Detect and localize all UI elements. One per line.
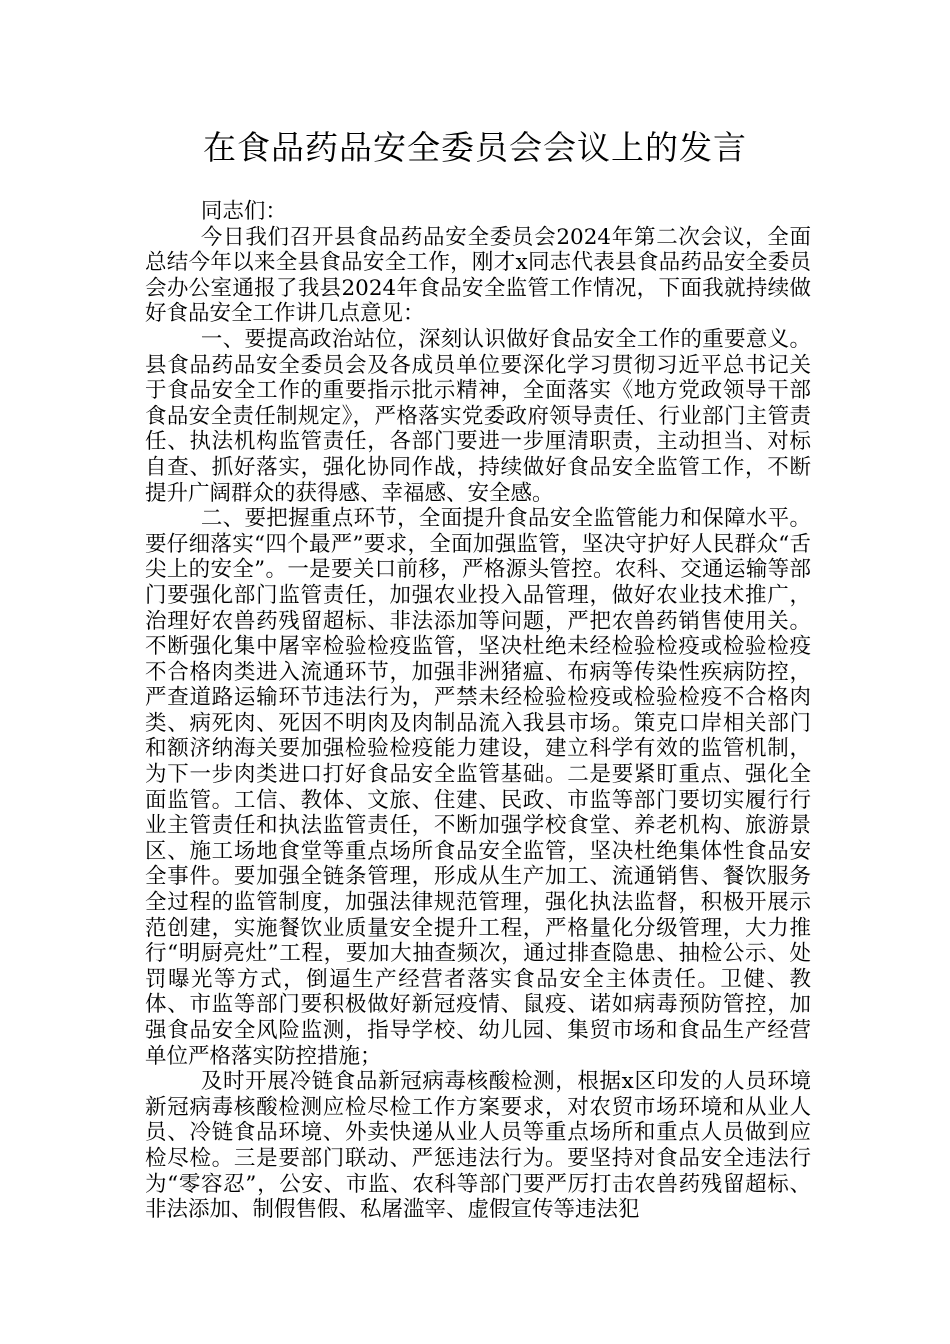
document-body: [145, 199, 811, 1223]
paragraph-intro: 今日我们召开县食品药品安全委员会2024年第二次会议，全面总结今年以来全县食品安全工作，刚才x同志代表县食品药品安全委员会办公室通报了我县2024年食品安全监管工作情况，下面我就持续做好食品安全工作讲几点意见：: [145, 224, 811, 327]
paragraph-continuation: 及时开展冷链食品新冠病毒核酸检测，根据x区印发的人员环境新冠病毒核酸检测应检尽检工作方案要求，对农贸市场环境和从业人员、冷链食品环境、外卖快递从业人员等重点场所和重点人员做到应检尽检。三是要部门联动、严惩违法行为。要坚持对食品安全违法行为“零容忍”，公安、市监、农科等部门要严厉打击农兽药残留超标、非法添加、制假售假、私屠滥宰、虚假宣传等违法犯: [145, 1069, 811, 1223]
salutation: 同志们：: [200, 199, 287, 224]
paragraph-point-one: 一、要提高政治站位，深刻认识做好食品安全工作的重要意义。县食品药品安全委员会及各成员单位要深化学习贯彻习近平总书记关于食品安全工作的重要指示批示精神，全面落实《地方党政领导干部食品安全责任制规定》，严格落实党委政府领导责任、行业部门主管责任、执法机构监管责任，各部门要进一步厘清职责，主动担当、对标自查、抓好落实，强化协同作战，持续做好食品安全监管工作，不断提升广阔群众的获得感、幸福感、安全感。: [145, 326, 811, 506]
paragraph-point-two: 二、要把握重点环节，全面提升食品安全监管能力和保障水平。要仔细落实“四个最严”要求，全面加强监管，坚决守护好人民群众“舌尖上的安全”。一是要关口前移，严格源头管控。农科、交通运输等部门要强化部门监管责任，加强农业投入品管理，做好农业技术推广，治理好农兽药残留超标、非法添加等问题，严把农兽药销售使用关。不断强化集中屠宰检验检疫监管，坚决杜绝未经检验检疫或检验检疫不合格肉类进入流通环节，加强非洲猪瘟、布病等传染性疾病防控，严查道路运输环节违法行为，严禁未经检验检疫或检验检疫不合格肉类、病死肉、死因不明肉及肉制品流入我县市场。策克口岸相关部门和额济纳海关要加强检验检疫能力建设，建立科学有效的监管机制，为下一步肉类进口打好食品安全监管基础。二是要紧盯重点、强化全面监管。工信、教体、文旅、住建、民政、市监等部门要切实履行行业主管责任和执法监管责任，不断加强学校食堂、养老机构、旅游景区、施工场地食堂等重点场所食品安全监管，坚决杜绝集体性食品安全事件。要加强全链条管理，形成从生产加工、流通销售、餐饮服务全过程的监管制度，加强法律规范管理，强化执法监督，积极开展示范创建，实施餐饮业质量安全提升工程，严格量化分级管理，大力推行“明厨亮灶”工程，要加大抽查频次，通过排查隐患、抽检公示、处罚曝光等方式，倒逼生产经营者落实食品安全主体责任。卫健、教体、市监等部门要积极做好新冠疫情、鼠疫、诺如病毒预防管控，加强食品安全风险监测，指导学校、幼儿园、集贸市场和食品生产经营单位严格落实防控措施；: [145, 506, 811, 1069]
document-title: 在食品药品安全委员会会议上的发言: [203, 128, 747, 167]
